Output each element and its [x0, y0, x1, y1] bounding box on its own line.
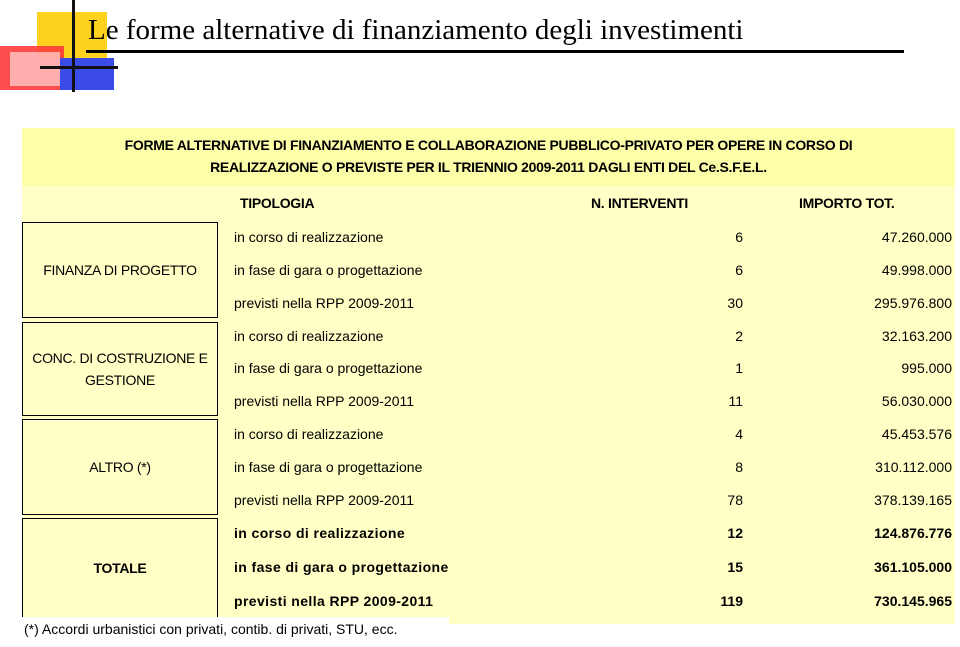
slide-title: Le forme alternative di finanziamento degli investimenti [88, 14, 744, 46]
row-interventions: 119 [720, 593, 743, 609]
table-row-total [234, 590, 954, 612]
row-amount: 32.163.200 [881, 328, 952, 344]
row-amount: 47.260.000 [881, 229, 952, 245]
row-interventions: 2 [735, 328, 743, 344]
row-interventions: 12 [727, 525, 743, 541]
table-row [234, 456, 954, 478]
table-heading-line-1: FORME ALTERNATIVE DI FINANZIAMENTO E COLLABORAZIONE PUBBLICO-PRIVATO PER OPERE IN CORSO DI [124, 137, 853, 153]
decorative-square-blue [60, 58, 114, 90]
group-label-altro [22, 419, 218, 515]
row-description: in corso di realizzazione [234, 525, 406, 541]
table-row [234, 259, 954, 281]
group-label-finanza-progetto [22, 222, 218, 318]
row-interventions: 8 [735, 459, 743, 475]
table-row [234, 423, 954, 445]
row-interventions: 78 [727, 492, 743, 508]
row-interventions: 6 [735, 262, 743, 278]
group-label-totale [22, 518, 218, 618]
decorative-square-white [10, 52, 60, 86]
row-amount: 378.139.165 [874, 492, 952, 508]
row-description: previsti nella RPP 2009-2011 [234, 295, 415, 311]
group-label-concessione [22, 322, 218, 416]
group-label-text: GESTIONE [85, 372, 155, 388]
decorative-horizontal-line [40, 66, 118, 69]
row-amount: 49.998.000 [881, 262, 952, 278]
table-row-total [234, 556, 954, 578]
table-row [234, 357, 954, 379]
row-description: in corso di realizzazione [234, 229, 384, 245]
footnote: (*) Accordi urbanistici con privati, contib. di privati, STU, ecc. [24, 621, 398, 637]
row-interventions: 4 [735, 426, 743, 442]
row-interventions: 30 [727, 295, 743, 311]
row-interventions: 6 [735, 229, 743, 245]
column-header-interventi: N. INTERVENTI [591, 195, 688, 211]
row-description: in corso di realizzazione [234, 426, 384, 442]
row-amount: 361.105.000 [874, 559, 952, 575]
group-label-text: CONC. DI COSTRUZIONE E [32, 350, 208, 366]
row-amount: 45.453.576 [881, 426, 952, 442]
row-interventions: 15 [727, 559, 743, 575]
group-label-text: FINANZA DI PROGETTO [43, 262, 197, 278]
title-underline [86, 50, 904, 53]
row-amount: 310.112.000 [875, 459, 952, 475]
table-row [234, 292, 954, 314]
row-description: in corso di realizzazione [234, 328, 384, 344]
row-amount: 730.145.965 [874, 593, 952, 609]
table-row [234, 390, 954, 412]
table-heading-line-2: REALIZZAZIONE O PREVISTE PER IL TRIENNIO 2009-2011 DAGLI ENTI DEL Ce.S.F.E.L. [210, 159, 767, 175]
column-header-importo: IMPORTO TOT. [799, 195, 895, 211]
table-row [234, 489, 954, 511]
row-description: in fase di gara o progettazione [234, 262, 423, 278]
decorative-vertical-line [72, 0, 75, 92]
row-description: previsti nella RPP 2009-2011 [234, 492, 415, 508]
row-description: previsti nella RPP 2009-2011 [234, 593, 434, 609]
row-amount: 995.000 [901, 360, 952, 376]
table-row-total [234, 522, 954, 544]
table-row [234, 226, 954, 248]
row-description: previsti nella RPP 2009-2011 [234, 393, 415, 409]
row-interventions: 11 [728, 393, 743, 409]
group-label-text: TOTALE [93, 560, 147, 576]
row-description: in fase di gara o progettazione [234, 559, 449, 575]
row-interventions: 1 [735, 360, 743, 376]
table-row [234, 325, 954, 347]
column-header-tipologia: TIPOLOGIA [240, 195, 315, 211]
row-amount: 56.030.000 [881, 393, 952, 409]
row-description: in fase di gara o progettazione [234, 360, 423, 376]
group-label-text: ALTRO (*) [89, 459, 151, 475]
row-amount: 124.876.776 [874, 525, 952, 541]
row-description: in fase di gara o progettazione [234, 459, 423, 475]
row-amount: 295.976.800 [874, 295, 952, 311]
table-heading [22, 128, 955, 186]
